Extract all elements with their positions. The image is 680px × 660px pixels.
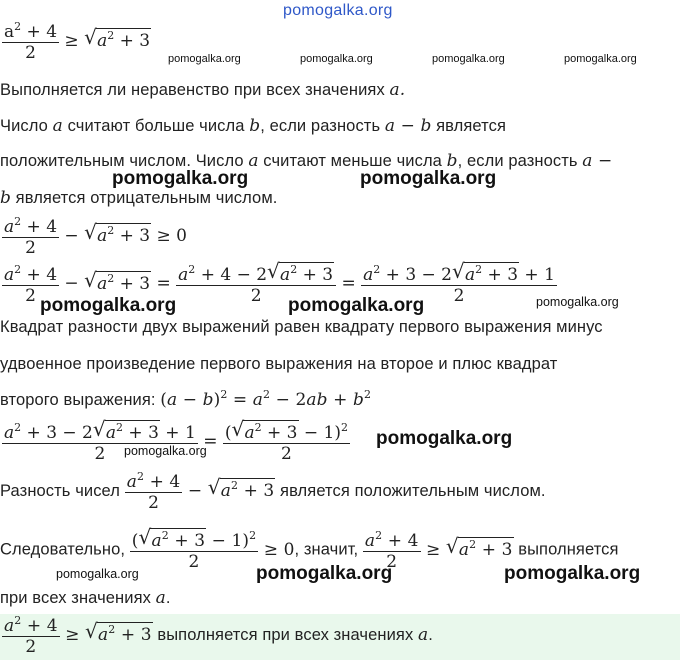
- watermark-small: pomogalka.org: [536, 295, 619, 309]
- watermark-small: pomogalka.org: [124, 444, 207, 458]
- explanation-line-2: удвоенное произведение первого выражения на второе и плюс квадрат: [0, 355, 558, 373]
- definition-line-1: Число a считают больше числа b, если разность a − b является: [0, 116, 506, 136]
- square-form-equation: $a^2 + 3 - 2$ √ $a^2 + 3 + 1$ 2 = ( √ $a^2 + 3 - 1)^2$ 2: [4, 417, 348, 464]
- transformation-equation: $\frac{a^2 + 4}{2}$ − √ $a^2 + 3$ = $a^2 + 4 - 2$ √ $a^2 + 3$ 2 = $a^2 + 3 - 2$ √ $a^2 + 3 + 1$ 2: [4, 259, 555, 306]
- conclusion-line-2: Следовательно, ( √ $a^2 + 3 - 1)^2$ 2 ≥ 0, значит, $\frac{a^2 + 4}{2}$ ≥ √ $a^2 + 3$ выполняется: [0, 525, 619, 572]
- difference-inequality: $\frac{a^2 + 4}{2}$ − √ $a^2 + 3 \ge 0$: [4, 215, 187, 258]
- explanation-line-1: Квадрат разности двух выражений равен квадрату первого выражения минус: [0, 318, 603, 336]
- watermark-big: pomogalka.org: [376, 428, 513, 449]
- watermark-small: pomogalka.org: [300, 53, 373, 65]
- watermark-big: pomogalka.org: [504, 563, 641, 584]
- conclusion-line-1: Разность чисел $\frac{a^2 + 4}{2}$ − √ $a^2 + 3$ является положительным числом.: [0, 470, 546, 513]
- final-answer: $\frac{a^2 + 4}{2}$ ≥ √ $a^2 + 3$ выполняется при всех значениях a.: [4, 614, 433, 657]
- question-line: Выполняется ли неравенство при всех значениях a.: [0, 80, 406, 100]
- watermark-small: pomogalka.org: [564, 53, 637, 65]
- watermark-small: pomogalka.org: [168, 53, 241, 65]
- watermark-small: pomogalka.org: [432, 53, 505, 65]
- conclusion-line-3: при всех значениях a.: [0, 588, 171, 608]
- main-inequality: $\frac{a^2 + 4}{2}$ ≥ √ $a^2 + 3$: [4, 20, 151, 63]
- watermark-big: pomogalka.org: [288, 295, 425, 316]
- watermark-big: pomogalka.org: [40, 295, 177, 316]
- watermark-big: pomogalka.org: [112, 168, 249, 189]
- explanation-line-3: второго выражения: $(a - b)^2 = a^2 - 2ab + b^2$: [0, 388, 372, 410]
- watermark-top: pomogalka.org: [283, 2, 393, 19]
- watermark-big: pomogalka.org: [360, 168, 497, 189]
- definition-line-2: положительным числом. Число a считают меньше числа b, если разность a −: [0, 151, 613, 171]
- watermark-big: pomogalka.org: [256, 563, 393, 584]
- definition-line-3: b является отрицательным числом.: [0, 188, 278, 208]
- watermark-small: pomogalka.org: [56, 567, 139, 581]
